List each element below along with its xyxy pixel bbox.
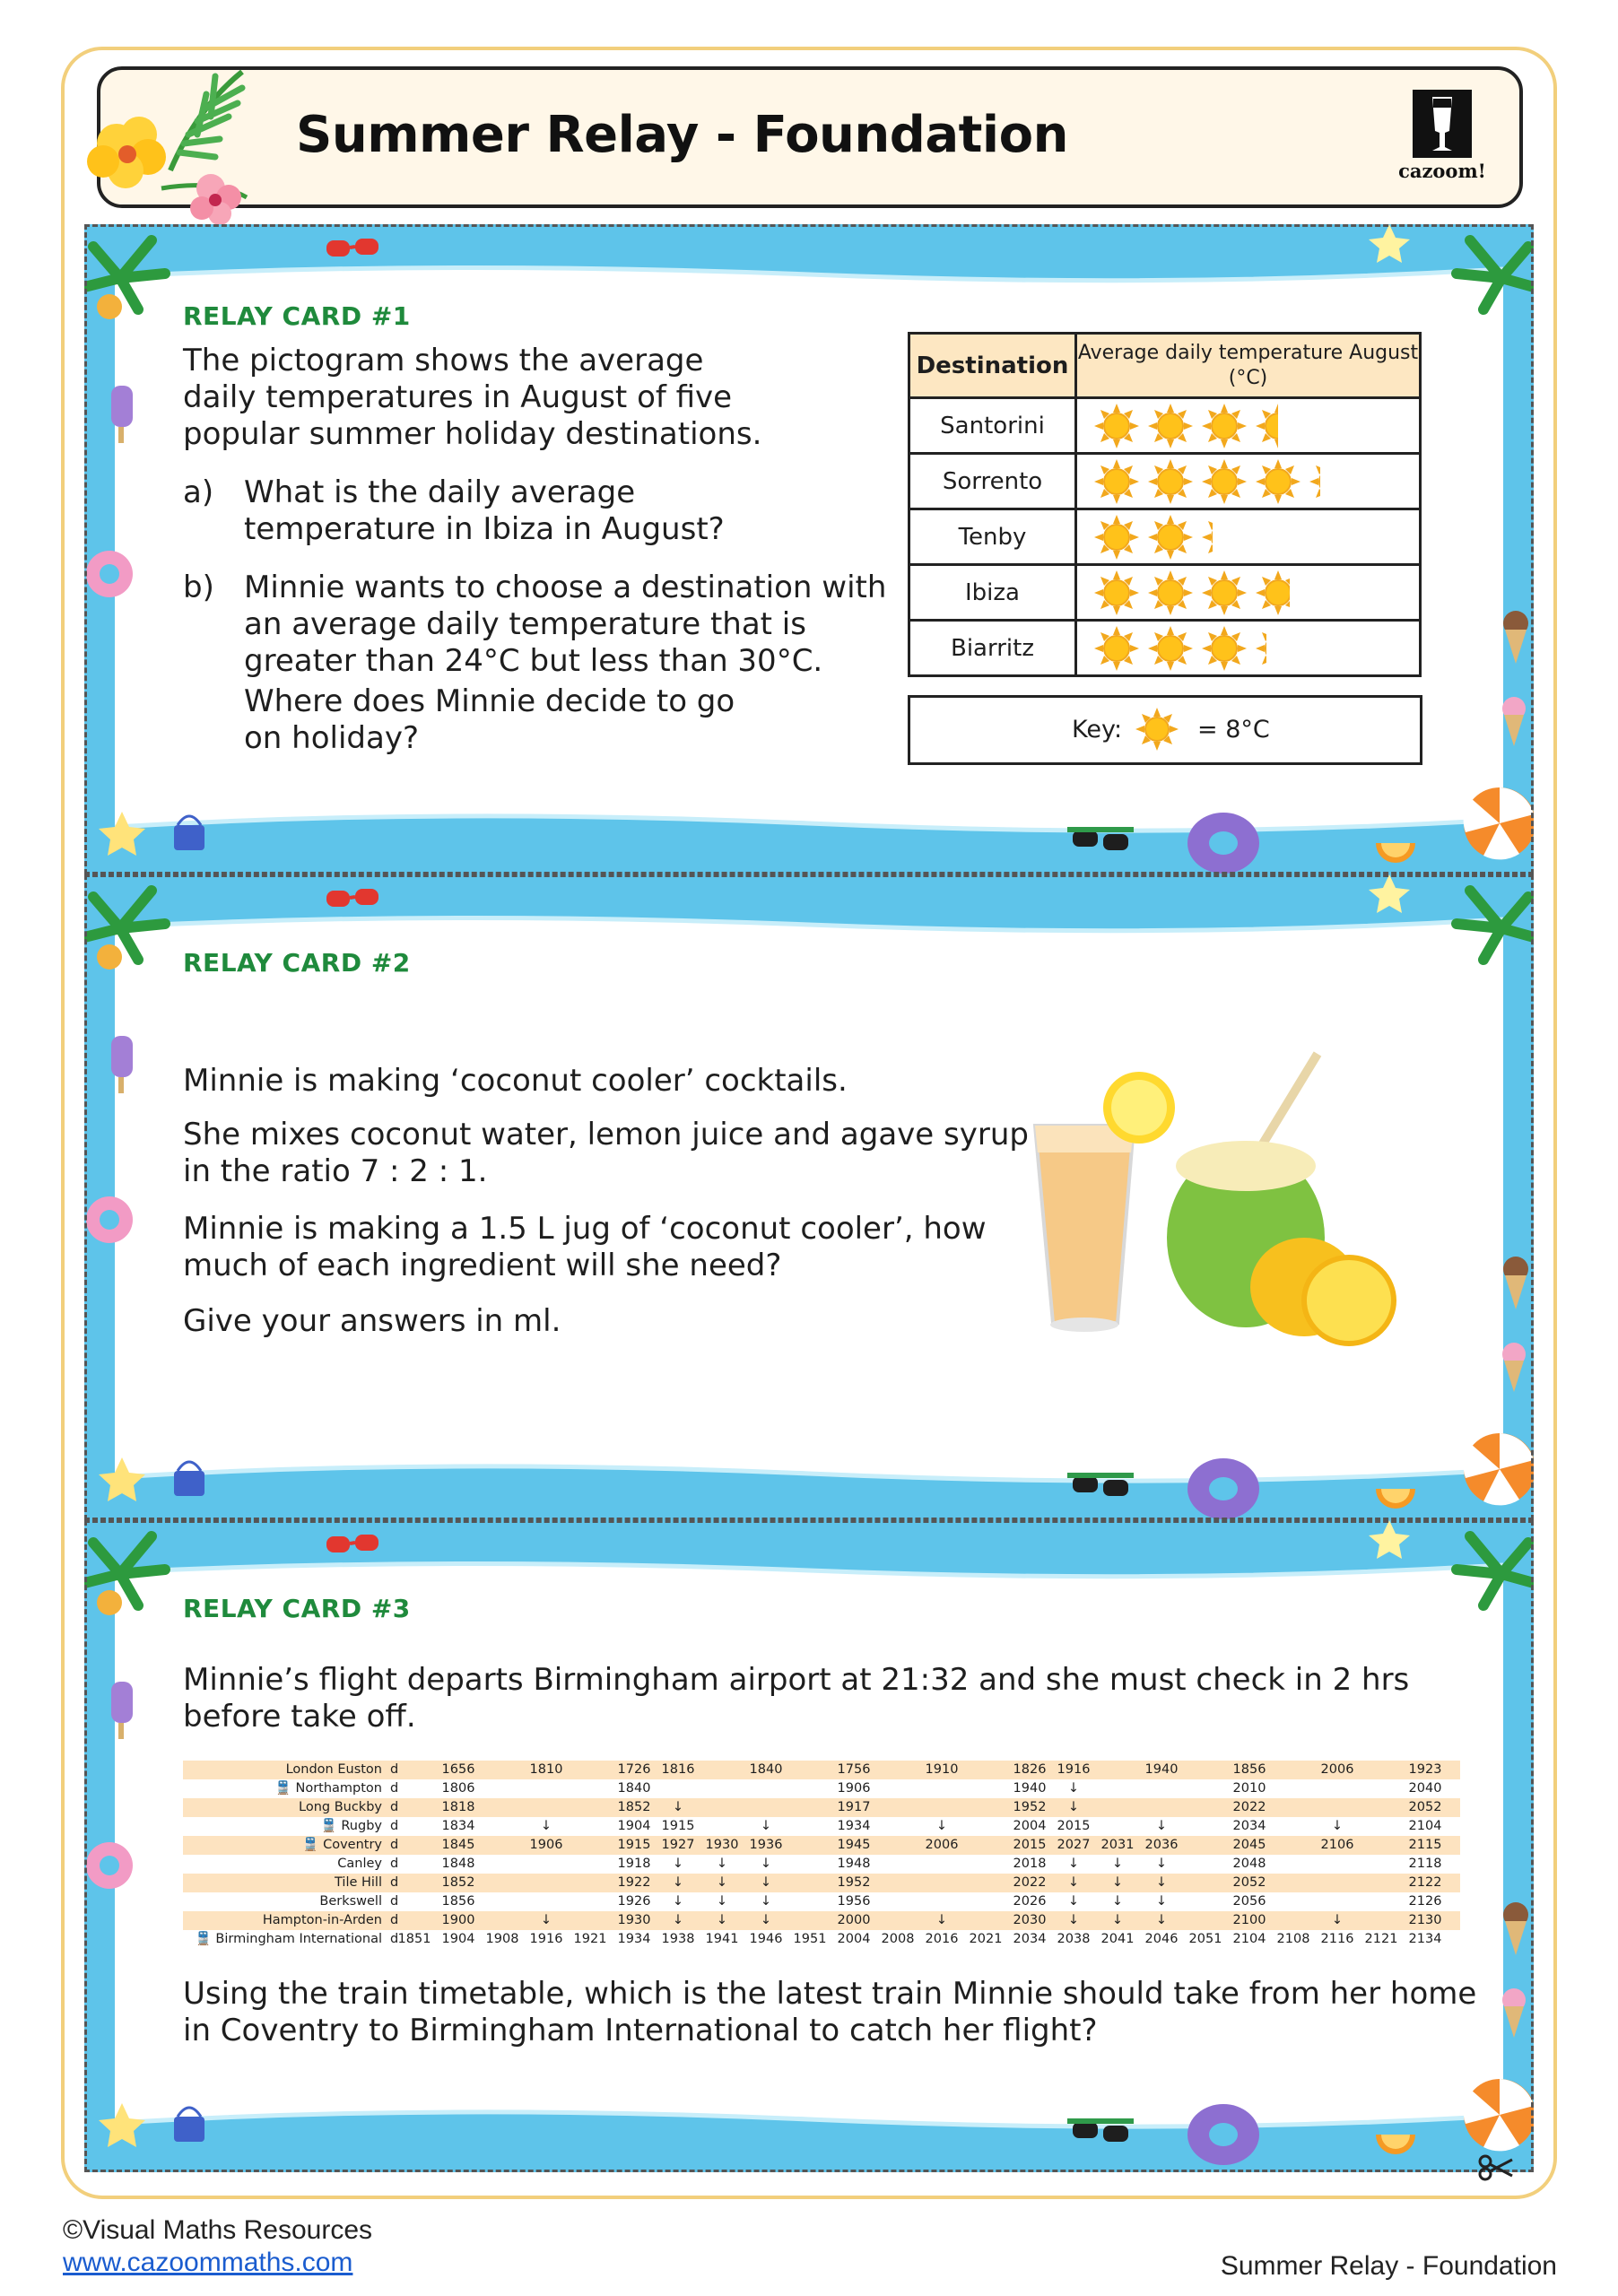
time-cell: 2036 [1144,1838,1179,1852]
time-cell: ↓ [672,1913,684,1927]
destination-cell: Tenby [909,509,1076,565]
departure-marker: d [390,1857,399,1871]
time-cell: 1826 [1013,1762,1047,1777]
time-cell: 2052 [1232,1875,1266,1890]
sun-icon [1201,458,1248,505]
time-cell: 2115 [1408,1838,1442,1852]
time-cell: 2052 [1408,1800,1442,1814]
destination-cell: Ibiza [909,565,1076,621]
pictogram-key [908,695,1422,765]
lemon-icon [1250,1238,1394,1344]
time-cell: 1851 [397,1932,431,1946]
coconut-cocktail-illustration [1017,1045,1439,1350]
time-cell: 2104 [1408,1819,1442,1833]
time-cell: ↓ [1155,1894,1168,1909]
time-cell: 1956 [837,1894,871,1909]
station-name: 🚆 Birmingham International [195,1932,382,1946]
card-label: RELAY CARD #2 [183,948,411,978]
time-cell: 2022 [1232,1800,1266,1814]
sun-icon [1093,514,1140,561]
card-label: RELAY CARD #1 [183,301,411,331]
time-cell: 2100 [1232,1913,1266,1927]
sun-symbols [1076,565,1421,621]
time-cell: 1656 [441,1762,475,1777]
sun-icon [1135,707,1179,752]
time-cell: 1948 [837,1857,871,1871]
time-cell: 2116 [1320,1932,1354,1946]
card-2-paragraph-2: She mixes coconut water, lemon juice and agave syrup in the ratio 7 : 2 : 1. [183,1117,1029,1189]
time-cell: 1951 [793,1932,827,1946]
time-cell: ↓ [716,1894,728,1909]
station-name: Berkswell [319,1894,382,1909]
time-cell: ↓ [1331,1819,1344,1833]
time-cell: 1926 [617,1894,651,1909]
sun-symbols [1076,621,1421,676]
time-cell: 2030 [1013,1913,1047,1927]
time-cell: ↓ [716,1857,728,1871]
sun-icon [1147,458,1194,505]
timetable-row [183,1874,1460,1892]
page-title: Summer Relay - Foundation [296,106,1068,164]
table-row [909,565,1421,621]
time-cell: 1904 [617,1819,651,1833]
footer-title: Summer Relay - Foundation [1220,2251,1557,2281]
station-name: 🚆 Coventry [302,1838,382,1852]
time-cell: ↓ [1067,1913,1080,1927]
time-cell: ↓ [672,1875,684,1890]
question-a-text: What is the daily average temperature in Ibiza in August? [244,474,725,547]
time-cell: 1923 [1408,1762,1442,1777]
time-cell: ↓ [935,1913,948,1927]
time-cell: 1952 [837,1875,871,1890]
time-cell: 2041 [1100,1932,1135,1946]
time-cell: ↓ [1067,1875,1080,1890]
sun-icon [1201,514,1248,561]
destination-cell: Sorrento [909,454,1076,509]
time-cell: 2004 [837,1932,871,1946]
question-b-text: Minnie wants to choose a destination with an average daily temperature that is greater than 24°C but less than 30°C. [244,570,887,679]
sun-icon [1093,458,1140,505]
time-cell: 2026 [1013,1894,1047,1909]
time-cell: ↓ [672,1857,684,1871]
sun-icon [1309,458,1355,505]
time-cell: ↓ [760,1913,772,1927]
sun-icon [1093,570,1140,616]
table-row [909,454,1421,509]
time-cell: 1941 [705,1932,739,1946]
card-label: RELAY CARD #3 [183,1594,411,1623]
time-cell: 1915 [617,1838,651,1852]
time-cell: 2122 [1408,1875,1442,1890]
time-cell: 1940 [1013,1781,1047,1796]
time-cell: 2134 [1408,1932,1442,1946]
departure-marker: d [390,1781,399,1796]
time-cell: 1952 [1013,1800,1047,1814]
column-header: Average daily temperature August (°C) [1076,334,1421,398]
time-cell: 2045 [1232,1838,1266,1852]
time-cell: ↓ [672,1800,684,1814]
table-row [909,509,1421,565]
timetable-row [183,1798,1460,1817]
key-label: Key: [1072,716,1123,744]
time-cell: 2034 [1232,1819,1266,1833]
question-a-letter: a) [183,474,214,510]
time-cell: 1921 [573,1932,607,1946]
sun-icon [1093,403,1140,449]
time-cell: 2038 [1057,1932,1091,1946]
time-cell: 2004 [1013,1819,1047,1833]
time-cell: 1810 [529,1762,563,1777]
departure-marker: d [390,1875,399,1890]
time-cell: 2048 [1232,1857,1266,1871]
time-cell: ↓ [672,1894,684,1909]
time-cell: ↓ [1111,1875,1124,1890]
time-cell: 1916 [1057,1762,1091,1777]
time-cell: 1922 [617,1875,651,1890]
time-cell: 1946 [749,1932,783,1946]
time-cell: 1906 [529,1838,563,1852]
time-cell: 2021 [969,1932,1003,1946]
sun-symbols [1076,398,1421,454]
time-cell: 2006 [925,1838,959,1852]
relay-card-2 [84,874,1534,1520]
time-cell: 1904 [441,1932,475,1946]
cazoom-glass-icon [1411,88,1474,160]
time-cell: 1816 [661,1762,695,1777]
departure-marker: d [390,1819,399,1833]
time-cell: ↓ [760,1857,772,1871]
time-cell: 1845 [441,1838,475,1852]
time-cell: 1938 [661,1932,695,1946]
sun-icon [1093,625,1140,672]
time-cell: 1726 [617,1762,651,1777]
time-cell: 2121 [1364,1932,1398,1946]
time-cell: 2040 [1408,1781,1442,1796]
time-cell: 1917 [837,1800,871,1814]
time-cell: 2126 [1408,1894,1442,1909]
time-cell: ↓ [716,1875,728,1890]
card-3-paragraph-1: Minnie’s flight departs Birmingham airport at 21:32 and she must check in 2 hrs before take off. [183,1662,1410,1735]
destination-cell: Biarritz [909,621,1076,676]
time-cell: ↓ [540,1819,552,1833]
timetable-row [183,1779,1460,1798]
time-cell: 1906 [837,1781,871,1796]
time-cell: 1910 [925,1762,959,1777]
time-cell: 2118 [1408,1857,1442,1871]
time-cell: 2106 [1320,1838,1354,1852]
station-name: Canley [337,1857,382,1871]
time-cell: ↓ [760,1894,772,1909]
tropical-flowers-decoration [63,54,251,224]
column-header: Destination [909,334,1076,398]
hibiscus-pink-icon [190,174,241,224]
time-cell: 1852 [441,1875,475,1890]
sun-icon [1255,625,1301,672]
time-cell: 1934 [837,1819,871,1833]
time-cell: 1930 [705,1838,739,1852]
time-cell: 2034 [1013,1932,1047,1946]
time-cell: ↓ [1155,1819,1168,1833]
sun-symbols [1076,509,1421,565]
time-cell: 2027 [1057,1838,1091,1852]
time-cell: ↓ [1331,1913,1344,1927]
station-name: Hampton-in-Arden [262,1913,382,1927]
timetable-row [183,1911,1460,1930]
time-cell: 1940 [1144,1762,1179,1777]
time-cell: ↓ [1111,1894,1124,1909]
question-b-letter: b) [183,570,214,605]
time-cell: 2006 [1320,1762,1354,1777]
time-cell: 1840 [617,1781,651,1796]
timetable-row [183,1817,1460,1836]
scissors-icon [1478,2154,1514,2181]
time-cell: 2046 [1144,1932,1179,1946]
time-cell: 1756 [837,1762,871,1777]
time-cell: ↓ [540,1913,552,1927]
sun-icon [1147,403,1194,449]
sun-icon [1201,625,1248,672]
time-cell: ↓ [1111,1913,1124,1927]
timetable-row [183,1836,1460,1855]
question-b-followup: Where does Minnie decide to go on holiday? [244,683,735,756]
sun-icon [1147,514,1194,561]
table-header-row [909,334,1421,398]
time-cell: 2104 [1232,1932,1266,1946]
timetable-row [183,1855,1460,1874]
sun-symbols [1076,454,1421,509]
time-cell: 1840 [749,1762,783,1777]
card-2-paragraph-1: Minnie is making ‘coconut cooler’ cocktails. [183,1063,848,1099]
footer-website-link[interactable]: www.cazoommaths.com [63,2248,353,2277]
time-cell: 2010 [1232,1781,1266,1796]
time-cell: ↓ [760,1819,772,1833]
sun-icon [1201,570,1248,616]
time-cell: ↓ [1067,1857,1080,1871]
time-cell: 2015 [1013,1838,1047,1852]
departure-marker: d [390,1762,399,1777]
time-cell: 1856 [441,1894,475,1909]
time-cell: 2051 [1188,1932,1222,1946]
key-value: = 8°C [1197,716,1270,744]
time-cell: ↓ [716,1913,728,1927]
juice-glass-icon [1035,1126,1134,1332]
time-cell: 2056 [1232,1894,1266,1909]
sun-icon [1147,570,1194,616]
sun-icon [1255,458,1301,505]
time-cell: 1918 [617,1857,651,1871]
timetable-row [183,1761,1460,1779]
sun-icon [1255,570,1301,616]
time-cell: ↓ [1067,1800,1080,1814]
time-cell: ↓ [1111,1857,1124,1871]
time-cell: 2108 [1276,1932,1310,1946]
pictogram-table [908,332,1422,677]
footer-copyright: ©Visual Maths Resources [63,2215,373,2245]
timetable-row [183,1930,1460,1949]
departure-marker: d [390,1894,399,1909]
time-cell: 1900 [441,1913,475,1927]
lemon-slice-icon [1103,1072,1175,1144]
station-name: London Euston [285,1762,382,1777]
sun-icon [1201,403,1248,449]
cazoom-logo [1388,88,1496,187]
departure-marker: d [390,1800,399,1814]
station-name: 🚆 Northampton [274,1781,382,1796]
time-cell: ↓ [1155,1913,1168,1927]
time-cell: 1936 [749,1838,783,1852]
station-name: Long Buckby [299,1800,382,1814]
time-cell: 1848 [441,1857,475,1871]
sun-icon [1255,403,1301,449]
time-cell: 1852 [617,1800,651,1814]
departure-marker: d [390,1838,399,1852]
timetable-row [183,1892,1460,1911]
time-cell: 2008 [881,1932,915,1946]
time-cell: 2015 [1057,1819,1091,1833]
time-cell: ↓ [1067,1894,1080,1909]
brand-name: cazoom! [1398,160,1486,182]
time-cell: 1916 [529,1932,563,1946]
time-cell: 1934 [617,1932,651,1946]
time-cell: 1834 [441,1819,475,1833]
time-cell: 1927 [661,1838,695,1852]
table-row [909,621,1421,676]
hibiscus-yellow-icon [87,117,166,188]
card-2-paragraph-3: Minnie is making a 1.5 L jug of ‘coconut cooler’, how much of each ingredient will she need? [183,1211,987,1283]
destination-cell: Santorini [909,398,1076,454]
time-cell: 1818 [441,1800,475,1814]
departure-marker: d [390,1932,399,1946]
time-cell: ↓ [1067,1781,1080,1796]
time-cell: 2018 [1013,1857,1047,1871]
time-cell: ↓ [760,1875,772,1890]
time-cell: 2000 [837,1913,871,1927]
time-cell: 1930 [617,1913,651,1927]
time-cell: 1908 [485,1932,519,1946]
station-name: Tile Hill [335,1875,382,1890]
sun-icon [1147,625,1194,672]
time-cell: 1915 [661,1819,695,1833]
time-cell: 2022 [1013,1875,1047,1890]
time-cell: 1806 [441,1781,475,1796]
card-3-paragraph-2: Using the train timetable, which is the latest train Minnie should take from her home in Coventry to Birmingham International to catch her flight? [183,1976,1477,2048]
time-cell: ↓ [1155,1857,1168,1871]
time-cell: ↓ [935,1819,948,1833]
card-2-paragraph-4: Give your answers in ml. [183,1303,561,1339]
time-cell: ↓ [1155,1875,1168,1890]
card-1-intro: The pictogram shows the average daily temperatures in August of five popular summer holiday destinations. [183,343,762,452]
time-cell: 1856 [1232,1762,1266,1777]
train-timetable [183,1761,1460,1949]
time-cell: 2031 [1100,1838,1135,1852]
departure-marker: d [390,1913,399,1927]
station-name: 🚆 Rugby [320,1819,382,1833]
table-row [909,398,1421,454]
time-cell: 2130 [1408,1913,1442,1927]
time-cell: 2016 [925,1932,959,1946]
time-cell: 1945 [837,1838,871,1852]
